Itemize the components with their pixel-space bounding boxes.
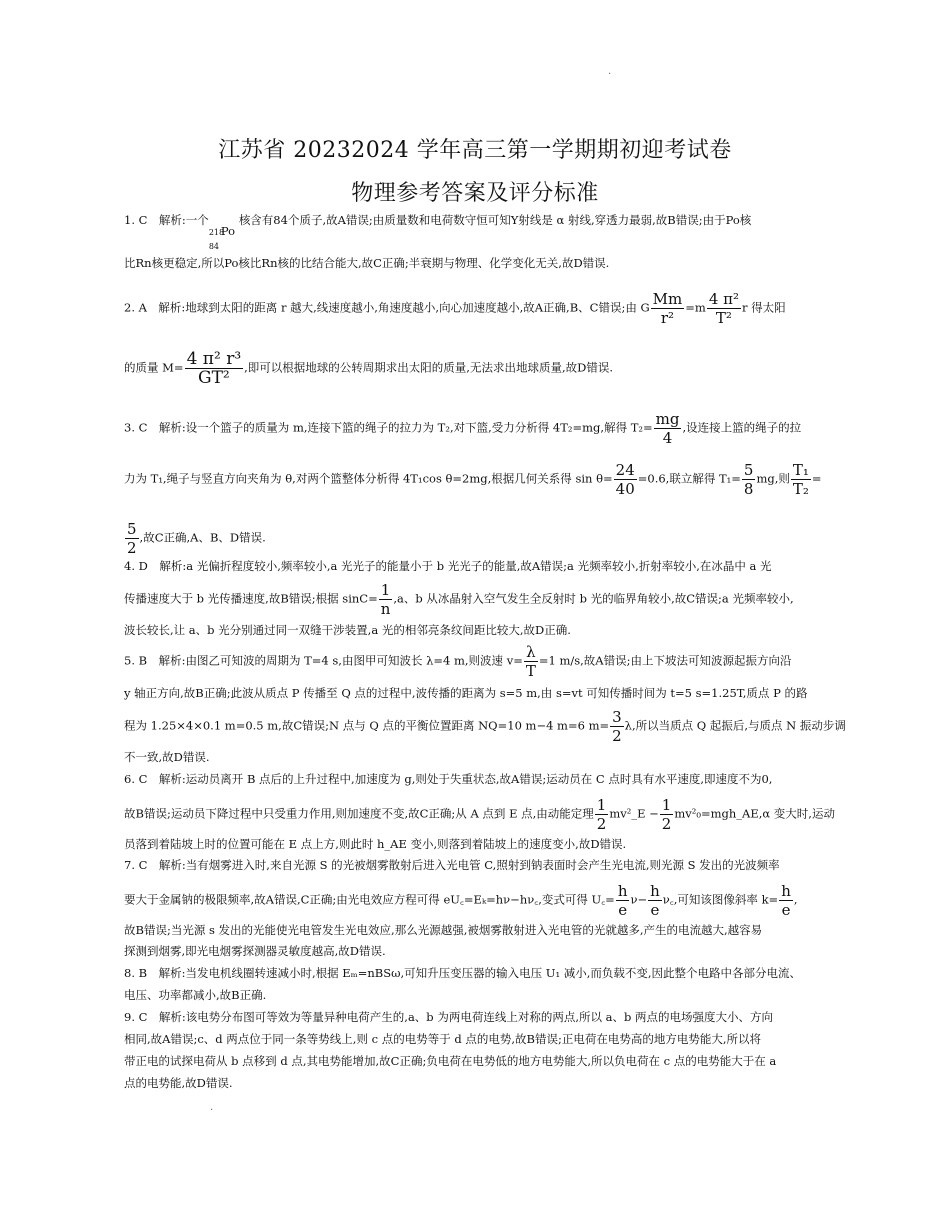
q3-f2-num: 24 — [615, 461, 635, 479]
q2-fraction-4pi2 — [707, 290, 741, 327]
page-title: 江苏省 20232024 学年高三第一学期期初迎考试卷 — [218, 138, 732, 163]
q9-line-3: 带正电的试探电荷从 b 点移到 d 点,其电势能增加,故C正确;负电荷在电势低的地方电势能大,所以负电荷在 c 点的电势能大于在 a — [124, 1054, 777, 1068]
q2-text-c: 的质量 M= — [124, 360, 184, 375]
q7-line-3: 故B错误;当光源 s 发出的光能使光电管发生光电效应,那么光源越强,被烟雾散射进入光电管的光就越多,产生的电流越大,越容易 — [124, 923, 763, 937]
page-subtitle: 物理参考答案及评分标准 — [351, 181, 599, 206]
q6-text-b: mv²_E − — [609, 806, 659, 821]
q7-f1-num: h — [617, 882, 628, 900]
q3-f1-den: 4 — [662, 429, 673, 447]
q5-text-c: 程为 1.25×4×0.1 m=0.5 m,故C错误;N 点与 Q 点的平衡位置距离 NQ=10 m−4 m=6 m= — [124, 718, 610, 733]
q3-f3-num: 5 — [743, 461, 754, 479]
q5-f2-den: 2 — [612, 727, 622, 745]
q1-text-a: 1. C 解析:一个 — [124, 213, 209, 227]
q6-f1-den: 2 — [596, 815, 607, 833]
q5-line-4: 不一致,故D错误. — [124, 750, 210, 764]
q8-line-1: 8. B 解析:当发电机线圈转速减小时,根据 Eₘ=nBSω,可知升压变压器的输入电压 U₁ 减小,而负载不变,因此整个电路中各部分电流、 — [124, 966, 802, 980]
q3-text-d: =0.6,联立解得 T₁= — [637, 471, 741, 486]
q2-f1-den: r² — [660, 309, 675, 327]
q2-eq: =m — [685, 300, 706, 315]
q7-f3-num: h — [781, 882, 791, 900]
q4-fraction-1-n — [379, 581, 393, 618]
q3-f1-num: mg — [655, 410, 680, 428]
q3-text-c: 力为 T₁,绳子与竖直方向夹角为 θ,对两个篮整体分析得 4T₁cos θ=2mg,根据几何关系得 sin θ= — [124, 471, 613, 486]
q3-fraction-5-8 — [742, 461, 756, 498]
q3-text-a: 3. C 解析:设一个篮子的质量为 m,连接下篮的绳子的拉力为 T₂,对下篮,受力分析得 4T₂=mg,解得 T₂= — [124, 420, 653, 435]
q5-f1-num: λ — [524, 643, 538, 662]
q2-text-d: ,即可以根据地球的公转周期求出太阳的质量,无法求出地球质量,故D错误. — [244, 360, 613, 375]
q1-line-1 — [124, 213, 752, 251]
q6-line-2 — [124, 796, 835, 833]
q2-f3-num: 4 π² r³ — [186, 349, 242, 369]
q9-line-2: 相同,故A错误;c、d 两点位于同一条等势线上,则 c 点的电势等于 d 点的电势,故B错误;正电荷在电势高的地方电势能大,所以将 — [124, 1032, 762, 1046]
q6-fraction-half-2 — [660, 796, 674, 833]
q2-f2-den: T² — [715, 309, 732, 327]
q7-line-4: 探测到烟雾,即光电烟雾探测器灵敏度越高,故D错误. — [124, 944, 386, 958]
q5-line-2: y 轴正方向,故B正确;此波从质点 P 传播至 Q 点的过程中,波传播的距离为 s=5 m,由 s=vt 可知传播时间为 t=5 s=1.25T,质点 P 的路 — [124, 686, 808, 700]
q3-f3-den: 8 — [743, 480, 754, 498]
q2-f1-num: Mm — [652, 290, 683, 308]
q2-text-a: 2. A 解析:地球到太阳的距离 r 越大,线速度越小,角速度越小,向心加速度越小,故A正确,B、C错误;由 G — [124, 300, 650, 315]
q3-f4-num: T₁ — [792, 461, 809, 479]
q4-line-1: 4. D 解析:a 光偏折程度较小,频率较小,a 光光子的能量小于 b 光光子的能量,故A错误;a 光频率较小,折射率较小,在冰晶中 a 光 — [124, 559, 772, 573]
q7-f2-num: h — [650, 882, 660, 900]
q2-text-b: r 得太阳 — [742, 300, 786, 315]
q6-line-1: 6. C 解析:运动员离开 B 点后的上升过程中,加速度为 g,则处于失重状态,故A错误;运动员在 C 点时具有水平速度,即速度不为0, — [124, 772, 773, 786]
q3-f4-den: T₂ — [792, 480, 809, 498]
q5-fraction-3-2 — [610, 708, 624, 745]
q3-fraction-24-40 — [614, 461, 637, 498]
q7-line-1: 7. C 解析:当有烟雾进入时,来自光源 S 的光被烟雾散射后进入光电管 C,照射到钠表面时会产生光电流,则光源 S 发出的光波频率 — [124, 858, 780, 872]
q7-fraction-h-e-2 — [648, 882, 662, 919]
nuclide-atomic-number: 84 — [208, 242, 219, 251]
q7-f2-den: e — [650, 901, 660, 919]
q7-line-2 — [124, 882, 798, 919]
q5-fraction-lambda-t — [524, 643, 538, 680]
q2-fraction-gmm — [651, 290, 685, 327]
q5-text-a: 5. B 解析:由图乙可知波的周期为 T=4 s,由图甲可知波长 λ=4 m,则波速 v= — [124, 653, 523, 668]
q3-f5-den: 2 — [127, 539, 137, 557]
q4-text-b: ,a、b 从冰晶射入空气发生全反射时 b 光的临界角较小,故C错误;a 光频率较小, — [393, 591, 794, 606]
q3-f5-num: 5 — [127, 520, 137, 538]
q6-line-3: 员落到着陆坡上时的位置可能在 E 点上方,则此时 h_AE 变小,则落到着陆坡上的速度变小,故D错误. — [124, 837, 627, 851]
q5-text-b: =1 m/s,故A错误;由上下坡法可知波源起振方向沿 — [538, 653, 792, 668]
q1-text-b: 核含有84个质子,故A错误;由质量数和电荷数守恒可知Y射线是 α 射线,穿透力最弱,故B错误;由于Po核 — [238, 213, 752, 227]
q7-f3-den: e — [781, 901, 791, 919]
q7-fraction-h-e-1 — [616, 882, 630, 919]
q2-f3-den: GT² — [197, 368, 230, 388]
q3-fraction-mg4 — [654, 410, 682, 447]
q7-f1-den: e — [618, 901, 628, 919]
q8-line-2: 电压、功率都减小,故B正确. — [124, 988, 267, 1002]
q2-line-2 — [124, 350, 613, 387]
q2-fraction-mass — [185, 350, 244, 387]
q1-line-2: 比Rn核更稳定,所以Po核比Rn核的比结合能大,故C正确;半衰期与物理、化学变化无关,故D错误. — [124, 256, 610, 270]
q2-f2-num: 4 π² — [708, 290, 739, 308]
q3-line-2 — [124, 461, 822, 498]
q6-fraction-half-1 — [595, 796, 609, 833]
q4-line-2 — [124, 581, 794, 618]
q3-f2-den: 40 — [615, 480, 635, 498]
q6-text-a: 故B错误;运动员下降过程中只受重力作用,则加速度不变,故C正确;从 A 点到 E 点,由动能定理 — [124, 806, 594, 821]
q7-text-a: 要大于金属钠的极限频率,故A错误,C正确;由光电效应方程可得 eU꜀=Eₖ=hν−hν꜀,变式可得 U꜀= — [124, 892, 615, 907]
q5-line-1 — [124, 643, 791, 680]
q3-text-g: ,故C正确,A、B、D错误. — [139, 530, 266, 545]
q6-f2-num: 1 — [661, 796, 672, 814]
page-mark-bottom: . — [210, 1102, 214, 1113]
q9-line-4: 点的电势能,故D错误. — [124, 1076, 233, 1090]
q9-line-1: 9. C 解析:该电势分布图可等效为等量异种电荷产生的,a、b 为两电荷连线上对称的两点,所以 a、b 两点的电场强度大小、方向 — [124, 1010, 774, 1024]
q7-fraction-h-e-3 — [779, 882, 793, 919]
q5-f1-den: T — [525, 662, 536, 680]
q3-text-f: = — [811, 471, 822, 486]
nuclide-symbol: Po — [220, 224, 236, 238]
q7-text-d: , — [793, 892, 798, 907]
q3-fraction-5-2 — [125, 520, 139, 557]
q7-text-b: ν− — [630, 892, 648, 907]
q6-text-c: mv²₀=mgh_AE,α 变大时,运动 — [674, 806, 835, 821]
q5-text-d: λ,所以当质点 Q 起振后,与质点 N 振动步调 — [624, 718, 846, 733]
q5-line-3 — [124, 708, 846, 745]
q3-line-3 — [124, 520, 266, 557]
q3-text-e: mg,则 — [756, 471, 790, 486]
q6-f2-den: 2 — [661, 815, 672, 833]
q5-f2-num: 3 — [612, 708, 622, 726]
nuclide-mass-number: 218 — [208, 228, 225, 237]
page-mark-top: . — [608, 66, 612, 77]
q3-text-b: ,设连接上篮的绳子的拉 — [682, 420, 802, 435]
q7-text-c: ν꜀,可知该图像斜率 k= — [662, 892, 779, 907]
q6-f1-num: 1 — [596, 796, 607, 814]
q4-f-den: n — [380, 600, 391, 618]
q3-fraction-t1-t2 — [791, 461, 811, 498]
q4-f-num: 1 — [379, 581, 393, 600]
q2-line-1 — [124, 290, 786, 327]
q3-line-1 — [124, 410, 801, 447]
q4-line-3: 波长较长,让 a、b 光分别通过同一双缝干涉装置,a 光的相邻亮条纹间距比较大,故D正确. — [124, 623, 571, 637]
q4-text-a: 传播速度大于 b 光传播速度,故B错误;根据 sinC= — [124, 591, 378, 606]
